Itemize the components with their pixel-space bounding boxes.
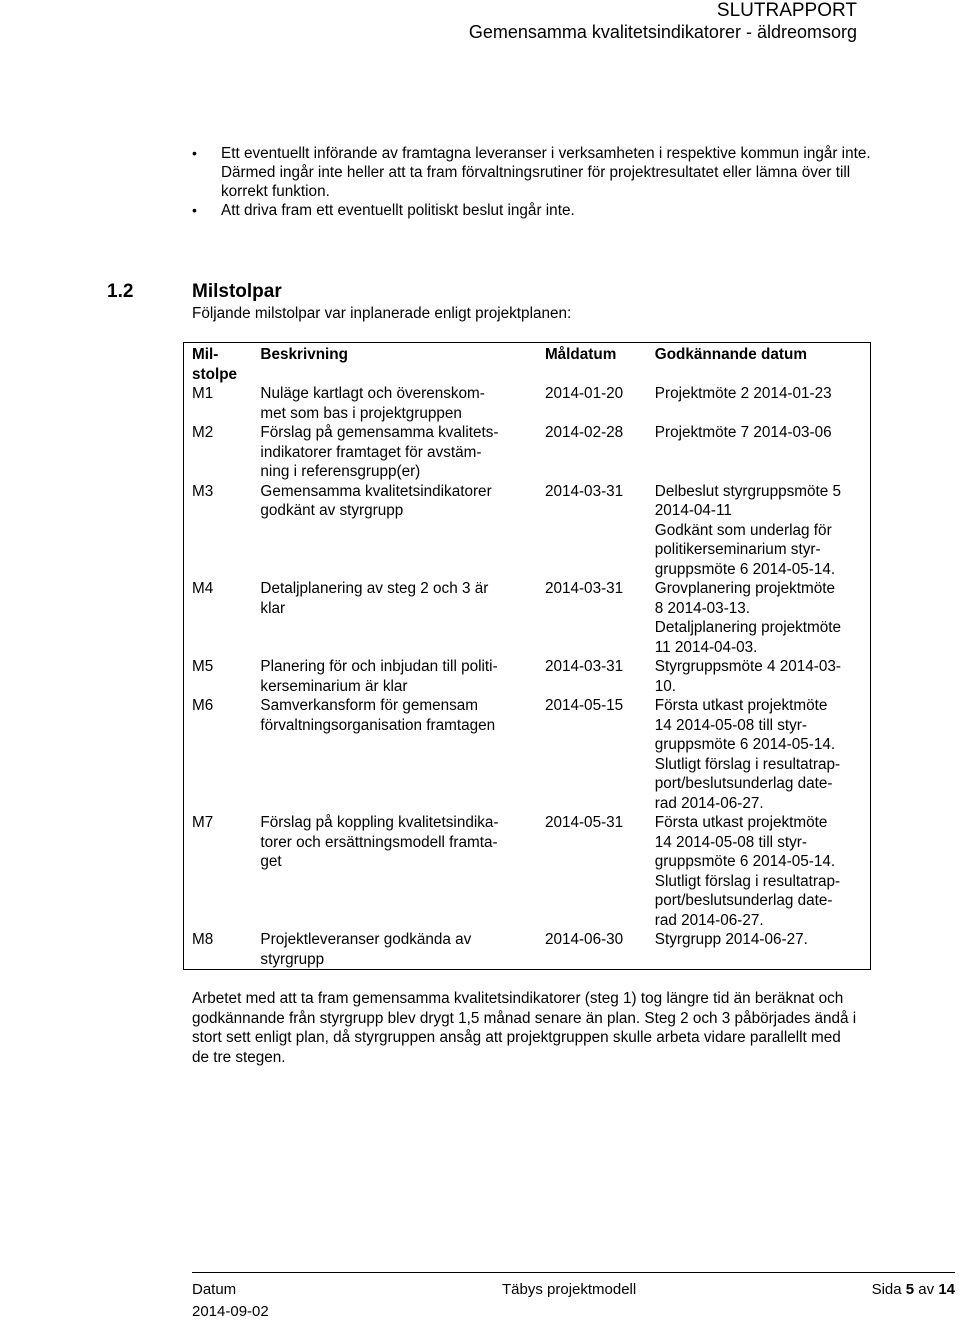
milestone-approval <box>647 579 871 657</box>
milestone-description <box>252 930 537 970</box>
report-title: SLUTRAPPORT <box>716 0 857 21</box>
milestone-description <box>252 482 537 580</box>
milestone-approval <box>647 930 871 970</box>
bullet-list <box>192 144 872 220</box>
milestone-target-date: 2014-03-31 <box>544 658 624 675</box>
milestone-approval <box>647 813 871 930</box>
approval-line: port/beslutsunderlag date- <box>654 892 833 909</box>
milestone-target-date: 2014-02-28 <box>544 424 624 441</box>
milestone-description <box>252 657 537 696</box>
approval-line: 11 2014-04-03. <box>654 638 758 656</box>
approval-line: Styrgrupp 2014-06-27. <box>654 931 808 948</box>
approval-line: gruppsmöte 6 2014-05-14. <box>654 853 836 870</box>
bullet-item: • Ett eventuellt införande av framtagna leveranser i verksamheten i respektive kommun ingår inte. Därmed ingår inte heller att ta fram förvaltningsrutiner för projektresultatet eller lämna över till korrekt funktion. <box>192 144 872 201</box>
description-line: förvaltningsorganisation framtagen <box>260 716 496 734</box>
milestone-id: M7 <box>192 814 214 831</box>
description-line: Detaljplanering av steg 2 och 3 är <box>260 580 489 597</box>
approval-line: 8 2014-03-13. <box>654 599 751 617</box>
table-row <box>184 657 871 696</box>
milestone-target-date: 2014-05-15 <box>544 697 624 714</box>
description-line: styrgrupp <box>260 950 325 968</box>
approval-line: port/beslutsunderlag date- <box>654 775 833 792</box>
table-row <box>184 579 871 657</box>
footer-divider <box>192 1272 955 1273</box>
table-row <box>184 384 871 423</box>
page-of: av <box>918 1281 935 1298</box>
table-row <box>184 696 871 813</box>
approval-line: 2014-04-11 <box>654 502 732 519</box>
milestone-target-date: 2014-05-31 <box>544 814 624 831</box>
approval-line: Slutligt förslag i resultatrap- <box>654 755 841 773</box>
description-line: Samverkansform för gemensam <box>260 697 479 714</box>
approval-line: Grovplanering projektmöte <box>654 580 836 597</box>
milestone-target-date: 2014-03-31 <box>544 580 624 597</box>
milestone-id: M3 <box>192 482 214 500</box>
milestone-description <box>252 423 537 482</box>
description-line: Nuläge kartlagt och överenskom- <box>260 385 485 402</box>
approval-line: Styrgruppsmöte 4 2014-03- <box>654 658 842 675</box>
header-maldatum: Måldatum <box>544 346 617 363</box>
milestone-approval <box>647 696 871 813</box>
approval-line: gruppsmöte 6 2014-05-14. <box>654 560 836 578</box>
footer-date-value: 2014-09-02 <box>192 1303 269 1320</box>
description-line: klar <box>260 599 286 617</box>
approval-line: 14 2014-05-08 till styr- <box>654 716 807 734</box>
page-total: 14 <box>938 1281 955 1298</box>
approval-line: Godkänt som underlag för <box>654 521 832 539</box>
header-text: Mil- <box>192 346 219 363</box>
milestone-approval <box>647 423 871 482</box>
approval-line: Detaljplanering projektmöte <box>654 619 842 636</box>
section-heading: Milstolpar <box>192 281 282 302</box>
description-line: indikatorer framtaget för avstäm- <box>260 443 482 461</box>
approval-line: Första utkast projektmöte <box>654 814 828 831</box>
approval-line: Första utkast projektmöte <box>654 697 828 714</box>
milestone-description <box>252 813 537 930</box>
body-paragraph: Arbetet med att ta fram gemensamma kvalitetsindikatorer (steg 1) tog längre tid än beräknat och godkännande från styrgrupp blev drygt 1,5 månad senare än plan. Steg 2 och 3 påbörjades ändå i stort sett enligt plan, då styrgruppen ansåg att projektgruppen skulle arbeta vidare parallellt med de tre stegen. <box>192 990 857 1066</box>
approval-line: Delbeslut styrgruppsmöte 5 <box>654 482 841 500</box>
milestone-id: M5 <box>192 658 214 675</box>
bullet-item: • Att driva fram ett eventuellt politiskt beslut ingår inte. <box>192 201 872 220</box>
header-beskrivning: Beskrivning <box>260 346 348 363</box>
table-row <box>184 482 871 580</box>
footer-model: Täbys projektmodell <box>502 1281 637 1298</box>
milestone-id: M1 <box>192 385 214 402</box>
approval-line: rad 2014-06-27. <box>654 794 764 812</box>
description-line: Projektleveranser godkända av <box>260 931 472 948</box>
milestone-description <box>252 579 537 657</box>
description-line: met som bas i projektgruppen <box>260 404 462 422</box>
milestone-approval <box>647 384 871 423</box>
approval-line: rad 2014-06-27. <box>654 911 764 929</box>
description-line: torer och ersättningsmodell framta- <box>260 833 498 851</box>
milestone-id: M2 <box>192 424 214 441</box>
section-number: 1.2 <box>107 281 134 302</box>
approval-line: politikerseminarium styr- <box>654 541 821 558</box>
description-line: Planering för och inbjudan till politi- <box>260 658 498 675</box>
description-line: get <box>260 853 282 870</box>
footer-date <box>192 1279 269 1323</box>
milestone-description <box>252 384 537 423</box>
milestone-target-date: 2014-03-31 <box>544 482 624 500</box>
table-header-row <box>184 343 871 385</box>
milestone-id: M6 <box>192 697 214 714</box>
milestone-target-date: 2014-06-30 <box>544 931 624 948</box>
approval-line: 10. <box>654 677 677 695</box>
report-subtitle: Gemensamma kvalitetsindikatorer - äldreomsorg <box>468 22 857 42</box>
table-row <box>184 930 871 970</box>
description-line: ning i referensgrupp(er) <box>260 463 421 480</box>
page-prefix: Sida <box>871 1281 902 1298</box>
description-line: Gemensamma kvalitetsindikatorer <box>260 482 492 500</box>
description-line: godkänt av styrgrupp <box>260 502 404 519</box>
milestone-approval <box>647 657 871 696</box>
milestone-id: M4 <box>192 580 214 597</box>
page-number: 5 <box>905 1281 915 1298</box>
approval-line: 14 2014-05-08 till styr- <box>654 833 807 851</box>
header-milstolpe <box>184 343 253 385</box>
table-row <box>184 813 871 930</box>
approval-line: Slutligt förslag i resultatrap- <box>654 872 841 890</box>
section-intro: Följande milstolpar var inplanerade enligt projektplanen: <box>192 305 572 322</box>
milestone-target-date: 2014-01-20 <box>544 385 624 402</box>
milestone-approval <box>647 482 871 580</box>
approval-line: Projektmöte 2 2014-01-23 <box>654 385 832 402</box>
table-row <box>184 423 871 482</box>
description-line: Förslag på koppling kvalitetsindika- <box>260 814 499 831</box>
footer-date-label: Datum <box>192 1281 237 1298</box>
footer-page <box>872 1279 955 1301</box>
milestone-description <box>252 696 537 813</box>
header-godkannande: Godkännande datum <box>654 346 807 363</box>
approval-line: Projektmöte 7 2014-03-06 <box>654 424 832 441</box>
description-line: Förslag på gemensamma kvalitets- <box>260 424 499 441</box>
milestones-table <box>183 342 871 970</box>
description-line: kerseminarium är klar <box>260 677 408 695</box>
header-text: stolpe <box>192 365 238 383</box>
approval-line: gruppsmöte 6 2014-05-14. <box>654 736 836 753</box>
milestone-id: M8 <box>192 931 214 948</box>
